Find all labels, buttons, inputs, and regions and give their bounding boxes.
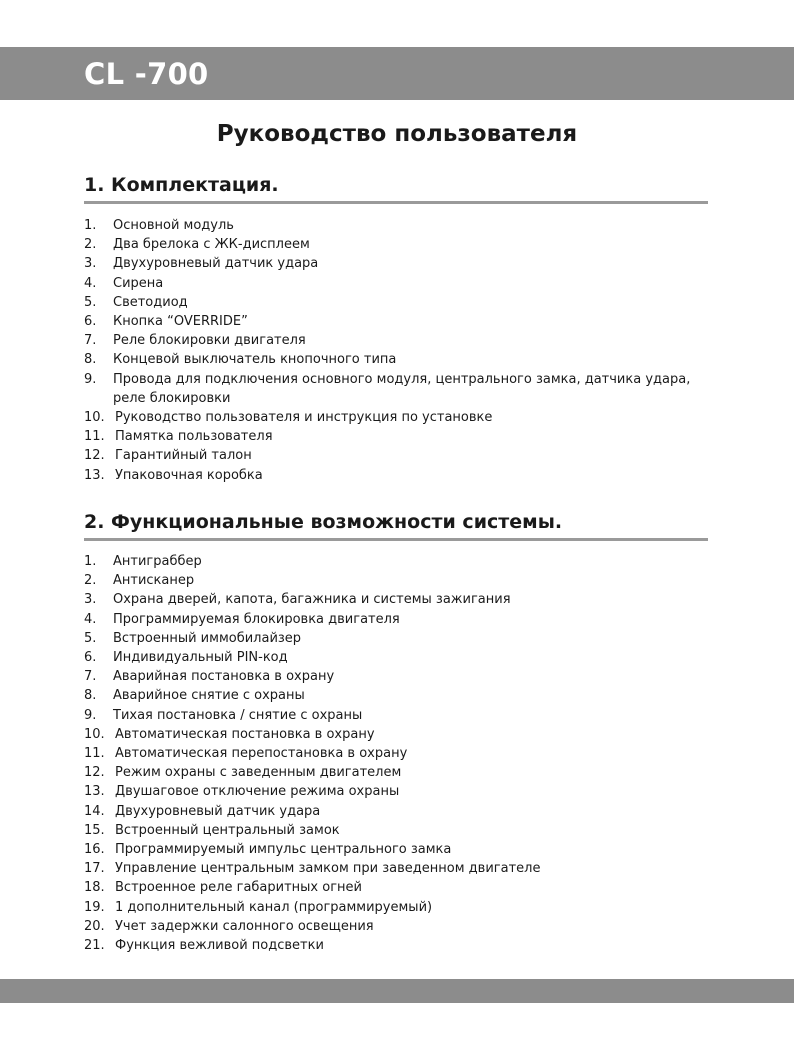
list-item-text: Гарантийный талон (115, 448, 252, 464)
list-item (84, 293, 724, 312)
list-item (84, 648, 724, 667)
list-item-number: 6. (84, 314, 97, 330)
list-item (84, 898, 724, 917)
list-item-number: 4. (84, 275, 97, 291)
list-item-number: 1. (84, 218, 97, 233)
list-item-number: 17. (84, 861, 105, 877)
list-item-number: 11. (84, 746, 105, 762)
list-item (84, 235, 724, 254)
list-item (84, 763, 724, 782)
list-item-number: 12. (84, 448, 105, 464)
list-item-text: Двушаговое отключение режима охраны (115, 784, 400, 800)
list-item-text: Охрана дверей, капота, багажника и системы зажигания (113, 592, 511, 608)
list-item-number: 2. (84, 573, 97, 589)
list-item-text: Тихая постановка / снятие с охраны (113, 707, 363, 723)
list-item-text: Антисканер (113, 573, 195, 589)
list-item (84, 274, 724, 293)
list-item-number: 3. (84, 592, 97, 608)
list-item-number: 2. (84, 237, 97, 253)
list-item-number: 8. (84, 688, 97, 704)
list-item-number: 6. (84, 650, 97, 666)
contents-list (84, 216, 724, 485)
list-item-number: 18. (84, 880, 105, 896)
list-item-number: 8. (84, 352, 97, 368)
model-title: CL -700 (84, 57, 209, 91)
list-item (84, 878, 724, 897)
list-item (84, 370, 724, 408)
list-item-number: 5. (84, 630, 97, 646)
list-item-number: 21. (84, 938, 105, 954)
list-item (84, 859, 724, 878)
list-item-number: 9. (84, 707, 97, 723)
list-item-text: Основной модуль (113, 218, 234, 233)
list-item-text: Два брелока с ЖК-дисплеем (113, 237, 310, 253)
list-item-number: 12. (84, 765, 105, 781)
list-item-text: Памятка пользователя (115, 429, 273, 445)
list-item-text: Светодиод (113, 294, 188, 310)
list-item-text: Программируемый импульс центрального замка (115, 842, 452, 858)
list-item-text: Реле блокировки двигателя (113, 333, 306, 349)
list-item-number: 7. (84, 333, 97, 349)
list-item-text: Двухуровневый датчик удара (115, 803, 321, 819)
list-item-text: 1 дополнительный канал (программируемый) (115, 899, 433, 915)
list-item-text: Автоматическая перепостановка в охрану (115, 746, 408, 762)
document-title: Руководство пользователя (216, 121, 578, 147)
list-item-number: 20. (84, 918, 105, 934)
list-item (84, 571, 724, 590)
footer-band (0, 979, 794, 1003)
list-item (84, 629, 724, 648)
list-item-number: 10. (84, 726, 105, 742)
list-item-text: Встроенный иммобилайзер (113, 630, 302, 646)
list-item-number: 4. (84, 611, 97, 627)
list-item-text: Аварийная постановка в охрану (113, 669, 335, 685)
list-item-text: Руководство пользователя и инструкция по установке (115, 410, 493, 426)
list-item (84, 802, 724, 821)
list-item (84, 610, 724, 629)
list-item (84, 782, 724, 801)
list-item-number: 7. (84, 669, 97, 685)
list-item-text: Сирена (113, 275, 164, 291)
list-item (84, 840, 724, 859)
list-item (84, 216, 724, 235)
section-heading-contents: 1. Комплектация. (84, 172, 708, 204)
list-item-text: Встроенный центральный замок (115, 822, 340, 838)
list-item-text: Аварийное снятие с охраны (113, 688, 305, 704)
list-item-number: 10. (84, 410, 105, 426)
list-item (84, 936, 724, 955)
list-item-number: 16. (84, 842, 105, 858)
list-item-text: Автоматическая постановка в охрану (115, 726, 375, 742)
list-item (84, 466, 724, 485)
list-item-number: 19. (84, 899, 105, 915)
list-item-number: 15. (84, 822, 105, 838)
list-item (84, 917, 724, 936)
list-item (84, 667, 724, 686)
list-item (84, 821, 724, 840)
list-item-text: Встроенное реле габаритных огней (115, 880, 362, 896)
list-item (84, 552, 724, 571)
list-item-text: Программируемая блокировка двигателя (113, 611, 400, 627)
list-item-text: Управление центральным замком при заведенном двигателе (115, 861, 541, 877)
list-item (84, 312, 724, 331)
list-item (84, 744, 724, 763)
list-item-text: Режим охраны с заведенным двигателем (115, 765, 402, 781)
list-item-number: 14. (84, 803, 105, 819)
list-item-text: Концевой выключатель кнопочного типа (113, 352, 397, 368)
list-item-number: 13. (84, 784, 105, 800)
list-item-text: Функция вежливой подсветки (115, 938, 324, 954)
list-item-text: Антиграббер (113, 554, 202, 569)
list-item (84, 590, 724, 609)
list-item (84, 254, 724, 273)
list-item (84, 331, 724, 350)
list-item-number: 11. (84, 429, 105, 445)
list-item-text: Упаковочная коробка (115, 467, 263, 483)
list-item-text: Двухуровневый датчик удара (113, 256, 319, 272)
section-heading-features: 2. Функциональные возможности системы. (84, 509, 708, 541)
list-item-text: Индивидуальный PIN-код (113, 650, 288, 666)
list-item-number: 13. (84, 467, 105, 483)
list-item (84, 725, 724, 744)
list-item (84, 350, 724, 369)
list-item-number: 1. (84, 554, 97, 569)
list-item-text: Учет задержки салонного освещения (115, 918, 374, 934)
list-item (84, 408, 724, 427)
list-item-number: 3. (84, 256, 97, 272)
list-item (84, 427, 724, 446)
list-item-text: Провода для подключения основного модуля, центрального замка, датчика удара, реле блокировки (113, 371, 691, 406)
list-item-number: 5. (84, 294, 97, 310)
list-item (84, 706, 724, 725)
list-item-number: 9. (84, 371, 97, 387)
list-item (84, 446, 724, 465)
features-list (84, 552, 724, 955)
list-item (84, 686, 724, 705)
list-item-text: Кнопка “OVERRIDE” (113, 314, 248, 330)
